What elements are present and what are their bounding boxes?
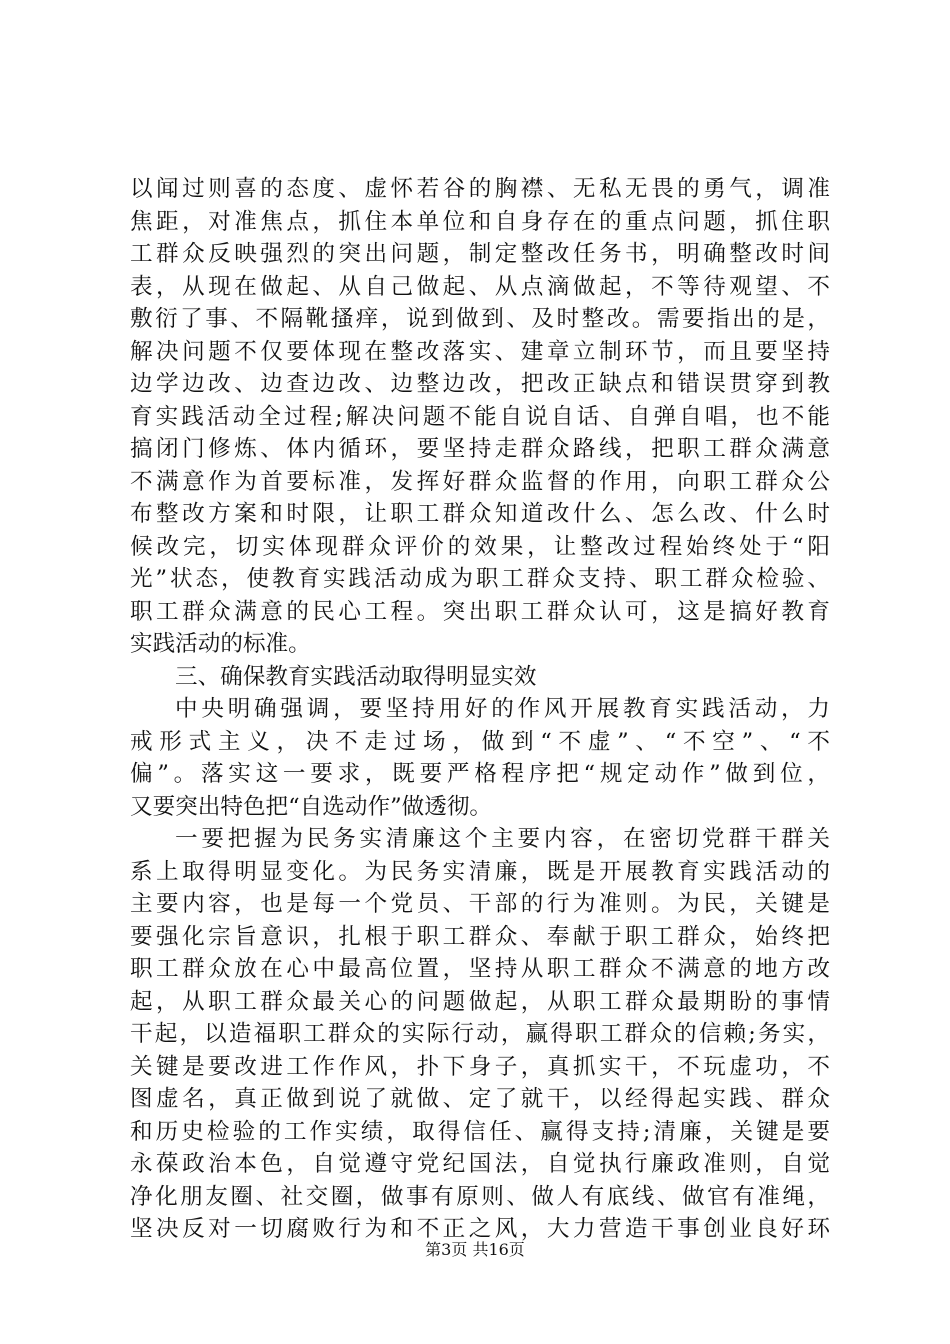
text-line: 又要突出特色把“自选动作”做透彻。 (130, 793, 493, 820)
text-line: 解决问题不仅要体现在整改落实、建章立制环节，而且要坚持 (130, 338, 830, 365)
text-line: 候改完，切实体现群众评价的效果，让整改过程始终处于“阳 (130, 533, 830, 560)
text-line: 实践活动的标准。 (130, 631, 311, 657)
text-line: 敷衍了事、不隔靴搔痒，说到做到、及时整改。需要指出的是， (130, 306, 830, 332)
text-line: 三、确保教育实践活动取得明显实效 (175, 663, 537, 690)
text-line: 主要内容，也是每一个党员、干部的行为准则。为民，关键是 (130, 891, 830, 917)
text-line: 干起，以造福职工群众的实际行动，赢得职工群众的信赖;务实， (130, 1021, 830, 1047)
text-line: 和历史检验的工作实绩，取得信任、赢得支持;清廉，关键是要 (130, 1118, 830, 1145)
text-line: 永葆政治本色，自觉遵守党纪国法，自觉执行廉政准则，自觉 (130, 1151, 830, 1177)
text-line: 不满意作为首要标准，发挥好群众监督的作用，向职工群众公 (130, 468, 830, 495)
text-line: 职工群众放在心中最高位置，坚持从职工群众不满意的地方改 (130, 956, 830, 982)
text-line: 系上取得明显变化。为民务实清廉，既是开展教育实践活动的 (130, 858, 830, 885)
text-line: 坚决反对一切腐败行为和不正之风，大力营造干事创业良好环 (130, 1216, 830, 1242)
text-line: 布整改方案和时限，让职工群众知道改什么、怎么改、什么时 (130, 501, 830, 527)
text-line: 光”状态，使教育实践活动成为职工群众支持、职工群众检验、 (130, 566, 830, 592)
text-line: 中央明确强调，要坚持用好的作风开展教育实践活动，力 (175, 696, 830, 722)
text-line: 以闻过则喜的态度、虚怀若谷的胸襟、无私无畏的勇气，调准 (130, 176, 830, 202)
page-footer: 第3页 共16页 (425, 1240, 525, 1259)
document-body (130, 173, 830, 1246)
text-line: 搞闭门修炼、体内循环，要坚持走群众路线，把职工群众满意 (130, 436, 830, 462)
text-line: 表，从现在做起、从自己做起、从点滴做起，不等待观望、不 (130, 273, 830, 300)
text-line: 图虚名，真正做到说了就做、定了就干，以经得起实践、群众 (130, 1086, 830, 1112)
text-line: 要强化宗旨意识，扎根于职工群众、奉献于职工群众，始终把 (130, 923, 830, 950)
text-line: 起，从职工群众最关心的问题做起，从职工群众最期盼的事情 (130, 988, 830, 1015)
text-line: 职工群众满意的民心工程。突出职工群众认可，这是搞好教育 (130, 598, 830, 625)
text-line: 一要把握为民务实清廉这个主要内容，在密切党群干群关 (175, 826, 830, 852)
text-line: 戒形式主义，决不走过场，做到“不虚”、“不空”、“不 (130, 728, 830, 755)
text-line: 偏”。落实这一要求，既要严格程序把“规定动作”做到位， (130, 761, 830, 787)
text-line: 净化朋友圈、社交圈，做事有原则、做人有底线、做官有准绳， (130, 1183, 830, 1210)
text-line: 焦距，对准焦点，抓住本单位和自身存在的重点问题，抓住职 (130, 208, 830, 235)
text-line: 工群众反映强烈的突出问题，制定整改任务书，明确整改时间 (130, 241, 830, 267)
text-line: 育实践活动全过程;解决问题不能自说自话、自弹自唱，也不能 (130, 403, 830, 430)
text-line: 关键是要改进工作作风，扑下身子，真抓实干，不玩虚功，不 (130, 1053, 830, 1080)
text-line: 边学边改、边查边改、边整边改，把改正缺点和错误贯穿到教 (130, 371, 830, 397)
